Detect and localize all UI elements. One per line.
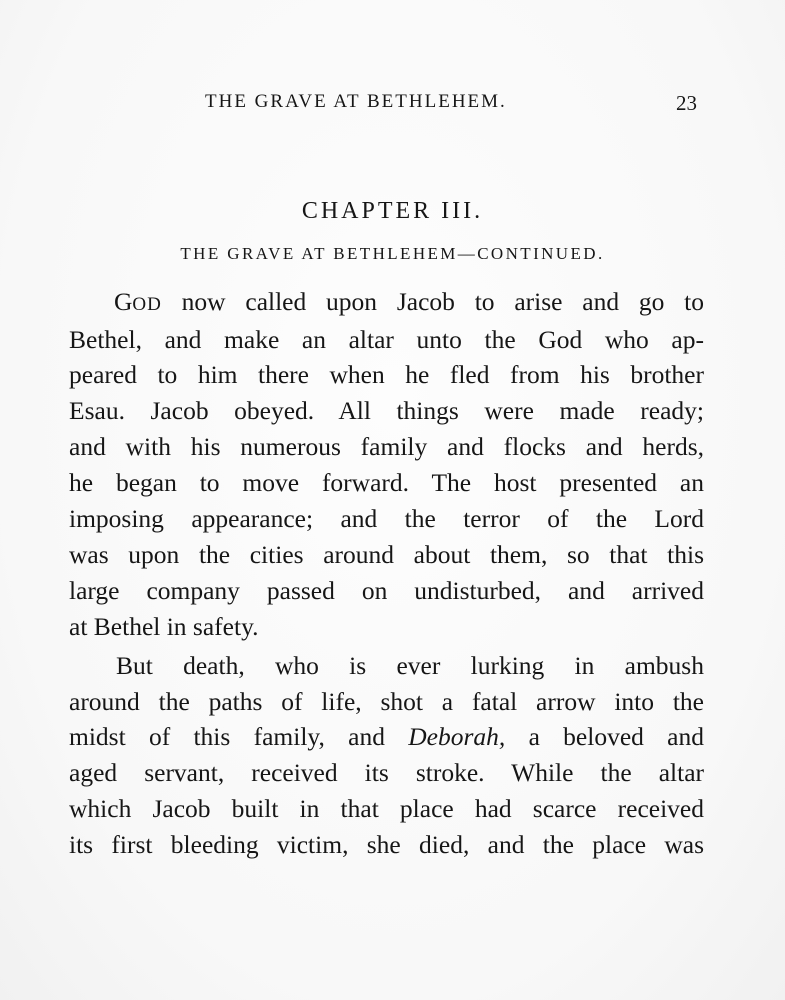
paragraph-2-line-6: its first bleeding victim, she died, and the place was xyxy=(69,830,704,859)
running-head: THE GRAVE AT BETHLEHEM. xyxy=(205,91,507,112)
italic-name: Deborah, xyxy=(408,722,506,751)
paragraph-1-line-3: peared to him there when he fled from his brother xyxy=(69,360,704,389)
paragraph-1-line-4: Esau. Jacob obeyed. All things were made ready; xyxy=(69,396,704,425)
paragraph-1-line-10: at Bethel in safety. xyxy=(69,612,259,641)
paragraph-1-line-1 xyxy=(114,284,704,320)
paragraph-2-line-5: which Jacob built in that place had scarce received xyxy=(69,794,704,823)
drop-cap-letter: G xyxy=(114,287,133,316)
chapter-title: CHAPTER III. xyxy=(301,198,484,224)
paragraph-1-line-6: he began to move forward. The host presented an xyxy=(69,468,704,497)
paragraph-1-line-7: imposing appearance; and the terror of the Lord xyxy=(69,504,704,533)
paragraph-2-line-2: around the paths of life, shot a fatal arrow into the xyxy=(69,687,704,716)
chapter-subtitle: THE GRAVE AT BETHLEHEM—CONTINUED. xyxy=(180,244,605,263)
paragraph-1-line-8: was upon the cities around about them, so that this xyxy=(69,540,704,569)
paragraph-2-line-1: But death, who is ever lurking in ambush xyxy=(116,651,704,680)
paragraph-2-line-3 xyxy=(69,719,704,755)
paragraph-2-line-4: aged servant, received its stroke. While the altar xyxy=(69,758,704,787)
small-caps-word: OD xyxy=(132,294,162,315)
page-number: 23 xyxy=(676,91,697,115)
paragraph-1-line-5: and with his numerous family and flocks and herds, xyxy=(69,432,704,461)
paragraph-1-line-2: Bethel, and make an altar unto the God who ap- xyxy=(69,325,704,354)
line-text: a beloved and xyxy=(505,722,705,751)
line-text: now called upon Jacob to arise and go to xyxy=(161,287,704,316)
paragraph-1-line-9: large company passed on undisturbed, and arrived xyxy=(69,576,704,605)
line-text: midst of this family, and xyxy=(69,722,409,751)
